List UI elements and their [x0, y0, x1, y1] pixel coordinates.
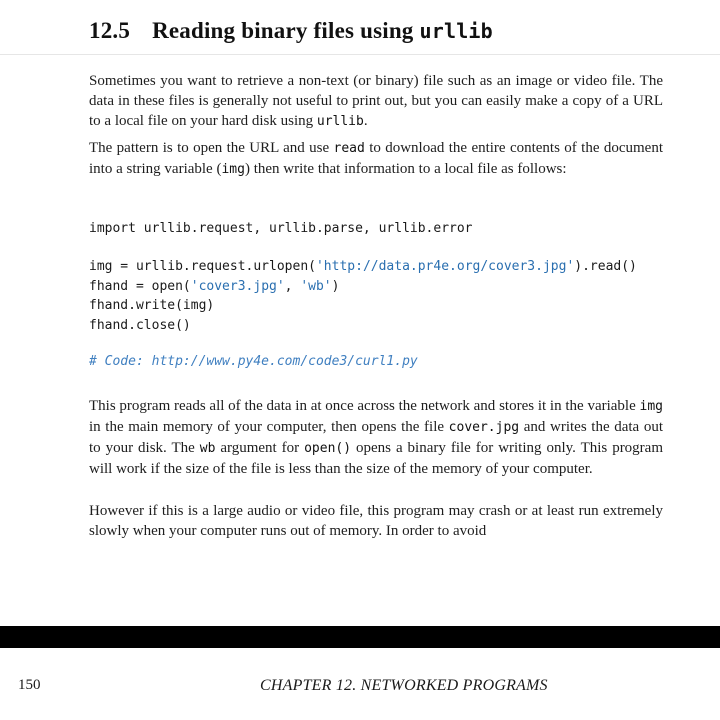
section-number: 12.5	[89, 18, 131, 43]
paragraph-intro	[89, 71, 663, 132]
inline-code-open: open()	[304, 441, 352, 456]
inline-code-wb: wb	[199, 441, 216, 456]
paragraph-explanation-text-2: in the main memory of your computer, then opens the file	[89, 419, 449, 435]
inline-code-urllib: urllib	[316, 114, 364, 129]
paragraph-pattern-text-2: to download the entire contents of the document into a string variable (	[89, 140, 664, 177]
running-head: CHAPTER 12. NETWORKED PROGRAMS	[260, 677, 548, 694]
inline-code-cover-jpg: cover.jpg	[448, 420, 520, 435]
code-line-urlopen-pre: img = urllib.request.urlopen(	[89, 259, 316, 274]
paragraph-pattern	[89, 138, 663, 180]
code-string-mode: 'wb'	[300, 278, 332, 294]
code-block-import	[89, 219, 473, 239]
code-source-comment: # Code: http://www.py4e.com/code3/curl1.py	[89, 354, 418, 369]
section-heading	[89, 18, 493, 44]
paragraph-explanation-text-4: argument for	[215, 440, 305, 456]
page-break-band	[0, 626, 720, 648]
paragraph-large-files-text: However if this is a large audio or video file, this program may crash or at least run extremely slowly when your computer runs out of memory. In order to avoid	[89, 503, 663, 539]
code-line-open-post: )	[331, 278, 340, 294]
paragraph-pattern-text-3: ) then write that information to a local file as follows:	[244, 161, 567, 177]
paragraph-explanation	[89, 396, 663, 479]
code-line-close: fhand.close()	[89, 317, 191, 333]
code-line-import: import urllib.request, urllib.parse, urllib.error	[89, 221, 473, 236]
code-line-urlopen-post: ).read()	[574, 259, 637, 274]
section-title: Reading binary files using	[152, 18, 414, 43]
section-title-code: urllib	[419, 19, 493, 43]
code-line-open	[89, 277, 637, 297]
paragraph-pattern-text-1: The pattern is to open the URL and use	[89, 140, 334, 156]
page-number: 150	[18, 677, 41, 693]
code-line-urlopen	[89, 257, 637, 277]
inline-code-img-var: img	[639, 399, 663, 414]
inline-code-read: read	[333, 141, 365, 156]
code-line-write: fhand.write(img)	[89, 298, 215, 313]
heading-divider	[0, 54, 720, 55]
paragraph-explanation-text-5: opens a binary file for writing only. This program will work if the size of the file is less than the size of the memory of your computer.	[89, 440, 664, 477]
paragraph-explanation-text-1: This program reads all of the data in at once across the network and stores it in the variable	[89, 398, 640, 414]
paragraph-intro-text-2: .	[363, 113, 368, 129]
code-line-open-sep: ,	[284, 278, 301, 294]
code-string-filename: 'cover3.jpg'	[190, 278, 285, 294]
code-line-open-pre: fhand = open(	[89, 278, 191, 294]
code-block-main	[89, 257, 637, 335]
paragraph-intro-text-1: Sometimes you want to retrieve a non-text (or binary) file such as an image or video file. The data in these files is generally not useful to print out, but you can easily make a copy of a URL to a local file on your hard disk using	[89, 73, 663, 129]
paragraph-explanation-text-3: and writes the data out to your disk. The	[89, 419, 663, 456]
code-string-url: 'http://data.pr4e.org/cover3.jpg'	[315, 259, 575, 274]
inline-code-img: img	[221, 162, 245, 177]
paragraph-large-files	[89, 501, 663, 541]
